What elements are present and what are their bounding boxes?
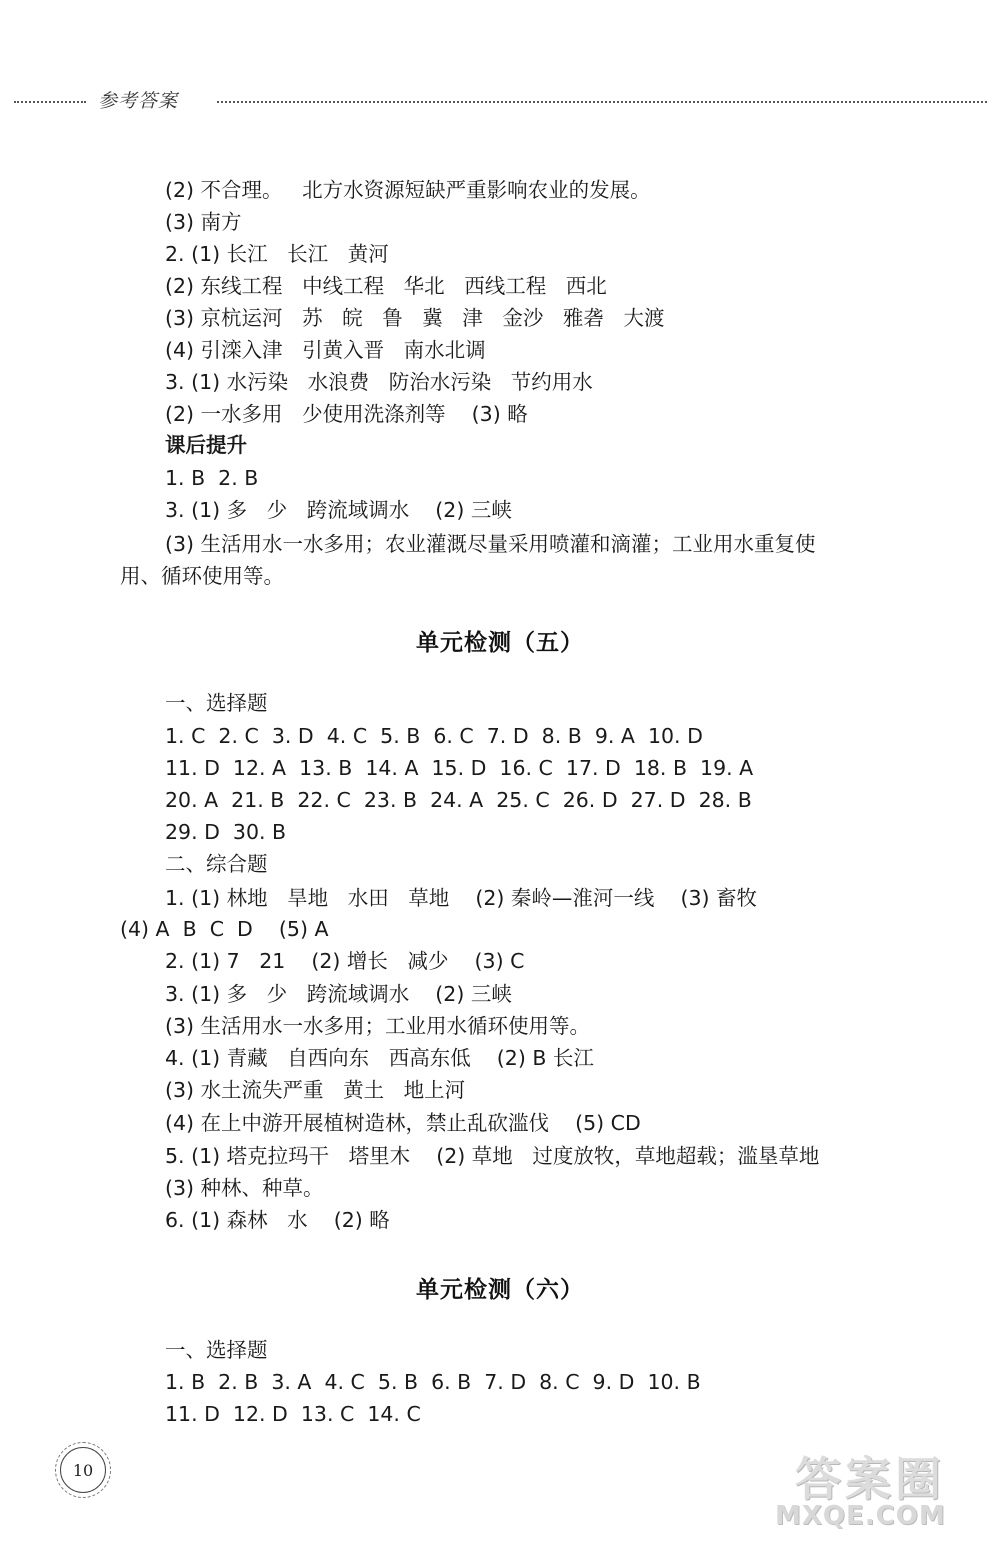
answer-line: 2. (1) 长江 长江 黄河 (165, 242, 389, 266)
question-type-heading: 一、选择题 (165, 1338, 268, 1362)
answer-line: 3. (1) 多 少 跨流域调水 (2) 三峡 (165, 498, 512, 522)
watermark-logo (775, 1443, 990, 1538)
answer-line: 29. D 30. B (165, 820, 287, 844)
answer-line: 6. (1) 森林 水 (2) 略 (165, 1208, 390, 1232)
watermark-text: 答案圈 (795, 1452, 945, 1506)
answer-line: 1. B 2. B 3. A 4. C 5. B 6. B 7. D 8. C 9. D 10. B (165, 1370, 701, 1394)
answer-line: 5. (1) 塔克拉玛干 塔里木 (2) 草地 过度放牧，草地超载；滥垦草地 (165, 1144, 820, 1168)
answer-line: 11. D 12. A 13. B 14. A 15. D 16. C 17. D 18. B 19. A (165, 756, 754, 780)
answer-line: 1. C 2. C 3. D 4. C 5. B 6. C 7. D 8. B 9. A 10. D (165, 724, 703, 748)
header-dotted-rule-left (14, 101, 86, 103)
answer-line: 2. (1) 7 21 (2) 增长 减少 (3) C (165, 949, 525, 973)
answer-line: (2) 一水多用 少使用洗涤剂等 (3) 略 (165, 402, 528, 426)
page-number: 10 (60, 1447, 106, 1493)
header-label: 参考答案 (98, 90, 179, 112)
question-type-heading: 二、综合题 (165, 852, 268, 876)
answer-line: 1. (1) 林地 旱地 水田 草地 (2) 秦岭—淮河一线 (3) 畜牧 (165, 886, 758, 910)
answer-line: 4. (1) 青藏 自西向东 西高东低 (2) B 长江 (165, 1046, 594, 1070)
answer-line: (2) 东线工程 中线工程 华北 西线工程 西北 (165, 274, 607, 298)
answer-line: (2) 不合理。 北方水资源短缺严重影响农业的发展。 (165, 178, 651, 202)
subheading: 课后提升 (165, 433, 247, 457)
answer-line: 3. (1) 水污染 水浪费 防治水污染 节约用水 (165, 370, 593, 394)
answer-line: 20. A 21. B 22. C 23. B 24. A 25. C 26. D 27. D 28. B (165, 788, 752, 812)
answer-line: (3) 南方 (165, 210, 242, 234)
answer-line: (3) 生活用水一水多用；农业灌溉尽量采用喷灌和滴灌；工业用水重复使 (165, 532, 816, 556)
answer-line: (3) 种林、种草。 (165, 1176, 324, 1200)
answer-line: (4) A B C D (5) A (120, 917, 329, 941)
answer-line: (3) 水土流失严重 黄土 地上河 (165, 1078, 466, 1102)
answer-line: (4) 在上中游开展植树造林，禁止乱砍滥伐 (5) CD (165, 1111, 641, 1135)
answer-line: 11. D 12. D 13. C 14. C (165, 1402, 421, 1426)
answer-line: (3) 生活用水一水多用；工业用水循环使用等。 (165, 1014, 591, 1038)
question-type-heading: 一、选择题 (165, 691, 268, 715)
section-title: 单元检测（五） (416, 630, 584, 656)
answer-line: 3. (1) 多 少 跨流域调水 (2) 三峡 (165, 982, 512, 1006)
answer-line: 用、循环使用等。 (120, 564, 284, 588)
answer-line: 1. B 2. B (165, 466, 259, 490)
section-title: 单元检测（六） (416, 1277, 584, 1303)
header-dotted-rule-right (217, 101, 987, 103)
answer-line: (3) 京杭运河 苏 皖 鲁 冀 津 金沙 雅砻 大渡 (165, 306, 665, 330)
answer-line: (4) 引滦入津 引黄入晋 南水北调 (165, 338, 486, 362)
watermark-url: MXQE.COM (775, 1501, 946, 1531)
